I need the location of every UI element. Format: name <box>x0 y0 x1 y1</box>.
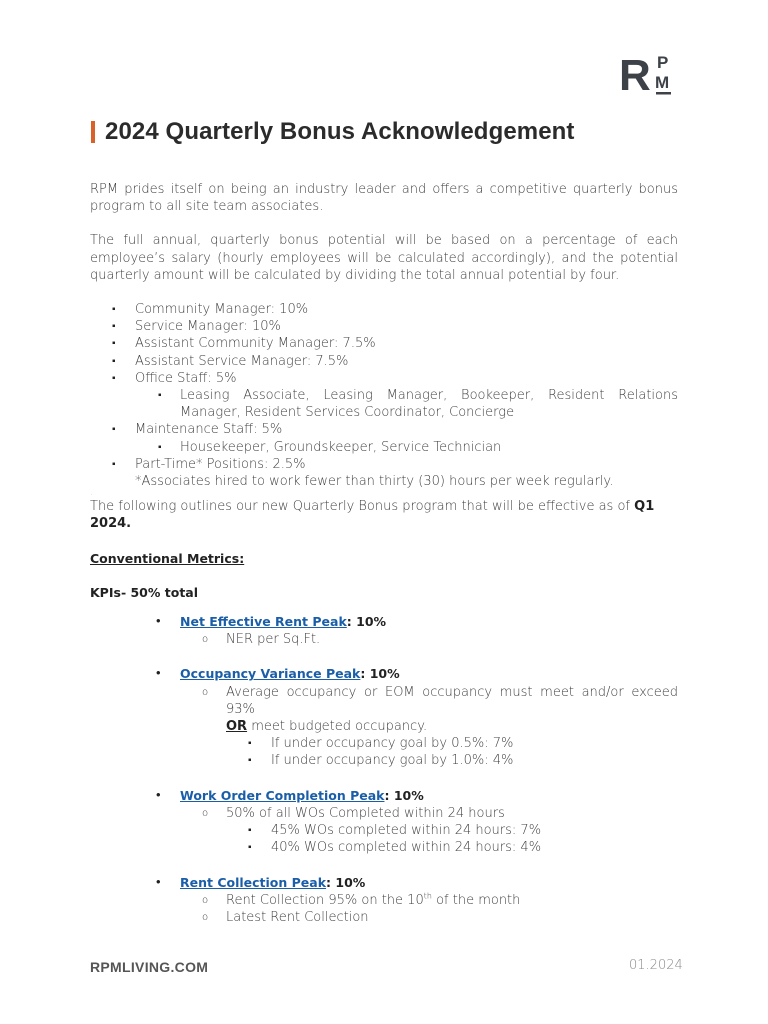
occupancy-requirement: Average occupancy or EOM occupancy must meet and/or exceed 93% <box>226 684 678 717</box>
position-item: ▪ Maintenance Staff: 5% <box>90 421 678 438</box>
kpi-value: : 10% <box>326 874 366 890</box>
maintenance-roles <box>90 439 678 456</box>
kpi-detail <box>90 684 678 736</box>
logo-underline <box>656 92 671 95</box>
maintenance-role-list: ▪ Housekeeper, Groundskeeper, Service Technician <box>90 439 678 456</box>
kpi-item-work-order <box>90 787 678 805</box>
rent-detail-end: of the month <box>431 892 521 908</box>
title-row <box>91 118 575 146</box>
kpi-tier: ▪ 45% WOs completed within 24 hours: 7% <box>90 822 678 839</box>
conventional-metrics-heading: Conventional Metrics: <box>90 550 245 566</box>
position-item: ▪ Assistant Community Manager: 7.5% <box>90 335 678 352</box>
kpi-link-occupancy[interactable]: Occupancy Variance Peak <box>180 666 361 682</box>
page-title: 2024 Quarterly Bonus Acknowledgement <box>105 118 575 145</box>
kpi-value: : 10% <box>384 787 424 803</box>
rpm-logo <box>619 50 675 98</box>
occupancy-requirement-end: meet budgeted occupancy. <box>247 719 428 735</box>
intro-paragraph: RPM prides itself on being an industry leader and offers a competitive quarterly bonus program to all site team associates. <box>90 182 678 215</box>
logo-letter-r: R <box>619 51 651 98</box>
logo-letter-m: M <box>655 73 670 92</box>
position-item: ▪ Part-Time* Positions: 2.5% <box>90 456 678 473</box>
position-item: ▪ Assistant Service Manager: 7.5% <box>90 353 678 370</box>
footer-website[interactable]: RPMLIVING.COM <box>90 959 209 975</box>
kpi-list <box>90 613 678 926</box>
document-body <box>90 181 678 926</box>
kpi-tier: ▪ If under occupancy goal by 1.0%: 4% <box>90 752 678 769</box>
logo-letter-p: P <box>657 53 669 72</box>
kpi-link-work-order[interactable]: Work Order Completion Peak <box>180 787 385 803</box>
kpi-link-ner[interactable]: Net Effective Rent Peak <box>180 614 347 630</box>
title-accent-bar <box>91 121 95 143</box>
position-item <box>90 370 678 387</box>
stray-dot: . <box>90 488 93 498</box>
kpi-heading: KPIs- 50% total <box>90 584 199 600</box>
potential-paragraph: The full annual, quarterly bonus potential will be based on a percentage of each employee’s salary (hourly employees will be calculated accordingly), and the potential quarterly amount will be calculated by dividing the total annual potential by four. <box>90 233 678 283</box>
position-label: Office Staff: 5% <box>135 370 237 386</box>
part-time-note: *Associates hired to work fewer than thirty (30) hours per week regularly. <box>135 474 614 490</box>
position-item: ▪ Community Manager: 10% <box>90 301 678 318</box>
footer-date: 01.2024 <box>629 958 683 973</box>
kpi-item-occupancy <box>90 665 678 683</box>
effective-date: Q1 2024. <box>90 499 655 532</box>
ordinal-suffix: th <box>423 891 432 901</box>
kpi-value: : 10% <box>360 666 400 682</box>
kpi-detail: o Latest Rent Collection <box>90 909 678 926</box>
kpi-item-rent <box>90 874 678 892</box>
kpi-detail: o NER per Sq.Ft. <box>90 631 678 648</box>
kpi-detail <box>90 892 678 909</box>
kpi-tier: ▪ If under occupancy goal by 0.5%: 7% <box>90 735 678 752</box>
outline-paragraph <box>90 498 678 532</box>
kpi-item-ner <box>90 613 678 631</box>
kpi-value: : 10% <box>346 614 387 630</box>
office-staff-role-list: ▪ Leasing Associate, Leasing Manager, Bookeeper, Resident Relations Manager, Resident Services Coordinator, Concierge <box>90 387 678 421</box>
kpi-detail: o 50% of all WOs Completed within 24 hours <box>90 805 678 822</box>
rent-detail-text: Rent Collection 95% on the 10 <box>226 892 424 908</box>
office-staff-roles <box>90 387 678 421</box>
or-text: OR <box>226 719 248 735</box>
position-list-end <box>90 456 678 473</box>
kpi-link-rent[interactable]: Rent Collection Peak <box>180 874 327 890</box>
position-list-cont <box>90 421 678 438</box>
position-list <box>90 301 678 387</box>
outline-text: The following outlines our new Quarterly Bonus program that will be effective as of <box>90 499 635 515</box>
position-item: ▪ Service Manager: 10% <box>90 318 678 335</box>
kpi-tier: ▪ 40% WOs completed within 24 hours: 4% <box>90 839 678 856</box>
